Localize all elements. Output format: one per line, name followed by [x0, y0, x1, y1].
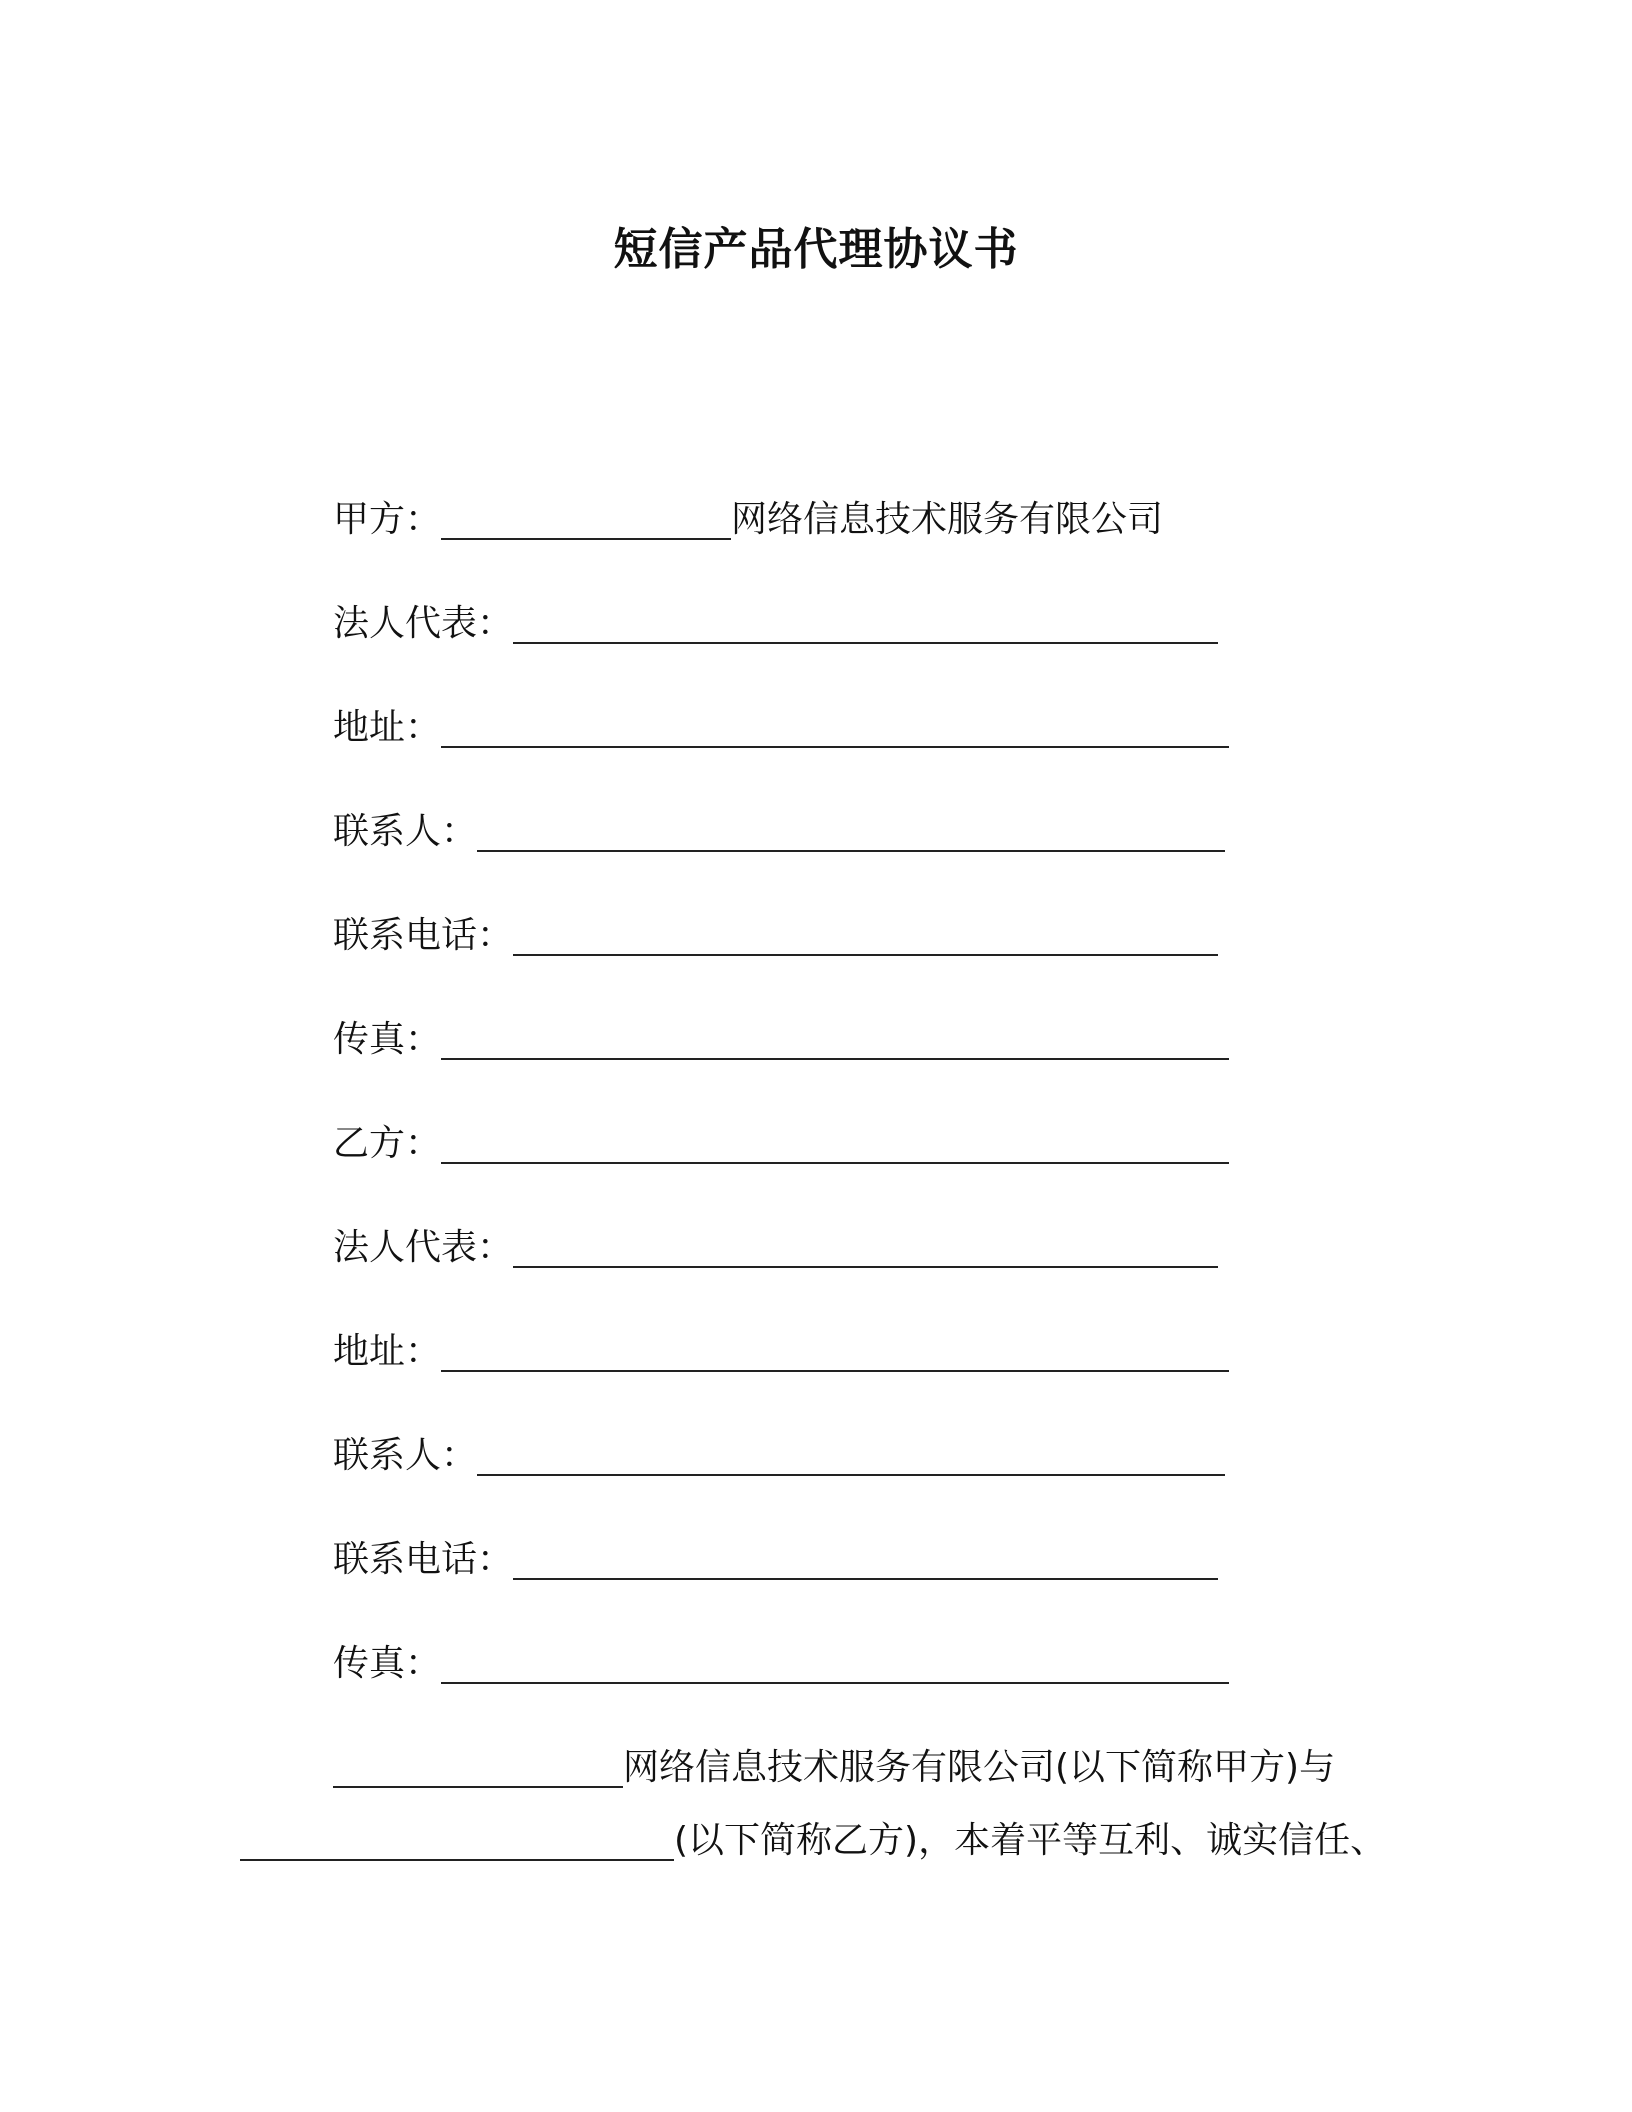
party-a-address-blank[interactable]	[441, 708, 1229, 748]
party-a-contact-blank[interactable]	[477, 812, 1225, 852]
party-a-fax-blank[interactable]	[441, 1020, 1229, 1060]
party-a-address-label: 地址：	[333, 707, 442, 748]
preamble-party-a-blank[interactable]	[333, 1748, 623, 1788]
party-a-row	[333, 492, 1163, 548]
party-a-rep-row	[333, 596, 1218, 652]
party-b-row	[333, 1116, 1229, 1172]
document-title: 短信产品代理协议书	[613, 224, 1019, 275]
party-b-phone-blank[interactable]	[513, 1540, 1218, 1580]
party-b-fax-label: 传真：	[333, 1643, 442, 1684]
party-a-rep-blank[interactable]	[513, 604, 1218, 644]
party-a-contact-row	[333, 804, 1225, 860]
party-b-address-blank[interactable]	[441, 1332, 1229, 1372]
preamble-line-1	[333, 1740, 1335, 1796]
preamble-line-2-text: (以下简称乙方)，本着平等互利、诚实信任、	[674, 1820, 1387, 1861]
party-b-label: 乙方：	[333, 1123, 442, 1164]
party-a-address-row	[333, 700, 1229, 756]
party-b-rep-blank[interactable]	[513, 1228, 1218, 1268]
party-b-phone-label: 联系电话：	[333, 1539, 514, 1580]
party-b-contact-row	[333, 1428, 1225, 1484]
party-a-phone-label: 联系电话：	[333, 915, 514, 956]
party-a-fax-row	[333, 1012, 1229, 1068]
party-a-phone-row	[333, 908, 1218, 964]
party-a-name-blank[interactable]	[441, 500, 731, 540]
party-b-address-row	[333, 1324, 1229, 1380]
party-b-fax-row	[333, 1636, 1229, 1692]
party-b-phone-row	[333, 1532, 1218, 1588]
party-a-contact-label: 联系人：	[333, 811, 478, 852]
party-b-rep-label: 法人代表：	[333, 1227, 514, 1268]
party-a-rep-label: 法人代表：	[333, 603, 514, 644]
party-a-label: 甲方：	[333, 499, 442, 540]
party-b-contact-label: 联系人：	[333, 1435, 478, 1476]
party-a-phone-blank[interactable]	[513, 916, 1218, 956]
party-b-fax-blank[interactable]	[441, 1644, 1229, 1684]
preamble-line-2	[240, 1813, 1386, 1869]
preamble-party-b-blank[interactable]	[240, 1821, 674, 1861]
preamble-line-1-text: 网络信息技术服务有限公司(以下简称甲方)与	[623, 1747, 1336, 1788]
party-a-company-suffix: 网络信息技术服务有限公司	[731, 499, 1164, 540]
party-b-contact-blank[interactable]	[477, 1436, 1225, 1476]
party-b-address-label: 地址：	[333, 1331, 442, 1372]
party-a-fax-label: 传真：	[333, 1019, 442, 1060]
party-b-rep-row	[333, 1220, 1218, 1276]
party-b-name-blank[interactable]	[441, 1124, 1229, 1164]
